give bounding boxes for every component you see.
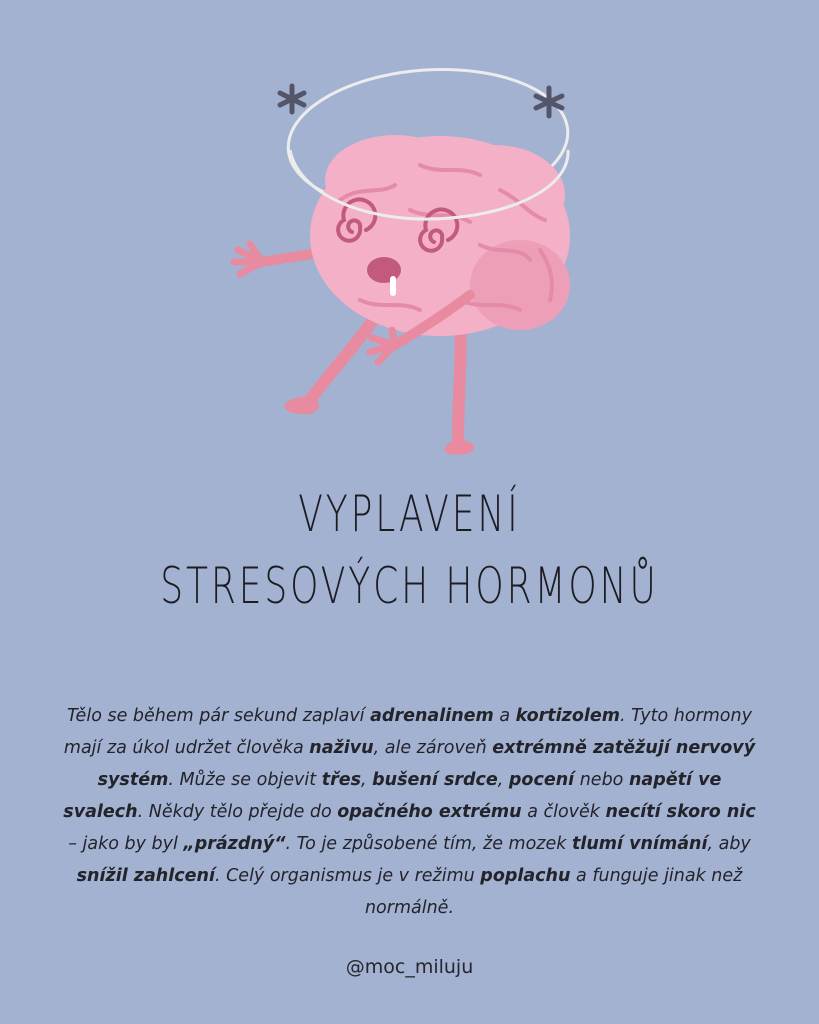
body-emphasis: bušení srdce <box>372 770 498 790</box>
body-emphasis: třes <box>321 770 361 790</box>
dizzy-brain-icon <box>0 0 819 470</box>
body-text-segment: Tělo se během pár sekund zaplaví <box>67 706 371 726</box>
title-line-1: VYPLAVENÍ <box>298 485 521 543</box>
title-line-2: STRESOVÝCH HORMONŮ <box>160 557 659 615</box>
brain-foot-left <box>284 397 319 415</box>
dizzy-star-icon <box>280 86 304 112</box>
body-text-segment: . Celý organismus je v režimu <box>214 866 481 886</box>
body-text-segment: . To je způsobené tím, že mozek <box>285 834 572 854</box>
brain-body <box>310 135 570 336</box>
brain-hand-left <box>234 244 262 274</box>
body-emphasis: napětí ve svalech <box>63 770 722 822</box>
body-emphasis: necítí skoro nic <box>605 802 756 822</box>
body-text-segment: , <box>360 770 373 790</box>
body-emphasis: opačného extrému <box>337 802 522 822</box>
body-text-segment: . Tyto hormony mají za úkol udržet člověka <box>63 706 752 758</box>
body-text-segment: – jako by byl <box>68 834 184 854</box>
body-emphasis: snížil zahlcení <box>76 866 215 886</box>
brain-leg-right <box>458 320 461 440</box>
page-title <box>0 478 819 622</box>
body-text-segment: , <box>497 770 509 790</box>
body-emphasis: pocení <box>508 770 575 790</box>
body-text-segment: . Může se objevit <box>168 770 322 790</box>
brain-tooth <box>390 276 396 296</box>
brain-hand-right <box>370 330 395 362</box>
brain-foot-right <box>444 440 474 455</box>
body-emphasis: extrémně zatěžují nervový systém <box>97 738 756 790</box>
body-emphasis: „prázdný“ <box>183 834 286 854</box>
body-emphasis: tlumí vnímání <box>571 834 708 854</box>
body-text-segment: . Někdy tělo přejde do <box>137 802 338 822</box>
body-text-segment: , aby <box>707 834 751 854</box>
body-paragraph <box>60 700 759 924</box>
body-emphasis: naživu <box>309 738 374 758</box>
body-emphasis: poplachu <box>480 866 571 886</box>
author-handle: @moc_miluju <box>345 956 474 978</box>
body-text-segment: nebo <box>574 770 629 790</box>
body-text-segment: a člověk <box>521 802 606 822</box>
body-emphasis: kortizolem <box>515 706 620 726</box>
body-text-segment: a funguje jinak než normálně. <box>364 866 743 918</box>
body-text-segment: , ale zároveň <box>373 738 493 758</box>
body-emphasis: adrenalinem <box>370 706 494 726</box>
body-text-segment: a <box>493 706 516 726</box>
